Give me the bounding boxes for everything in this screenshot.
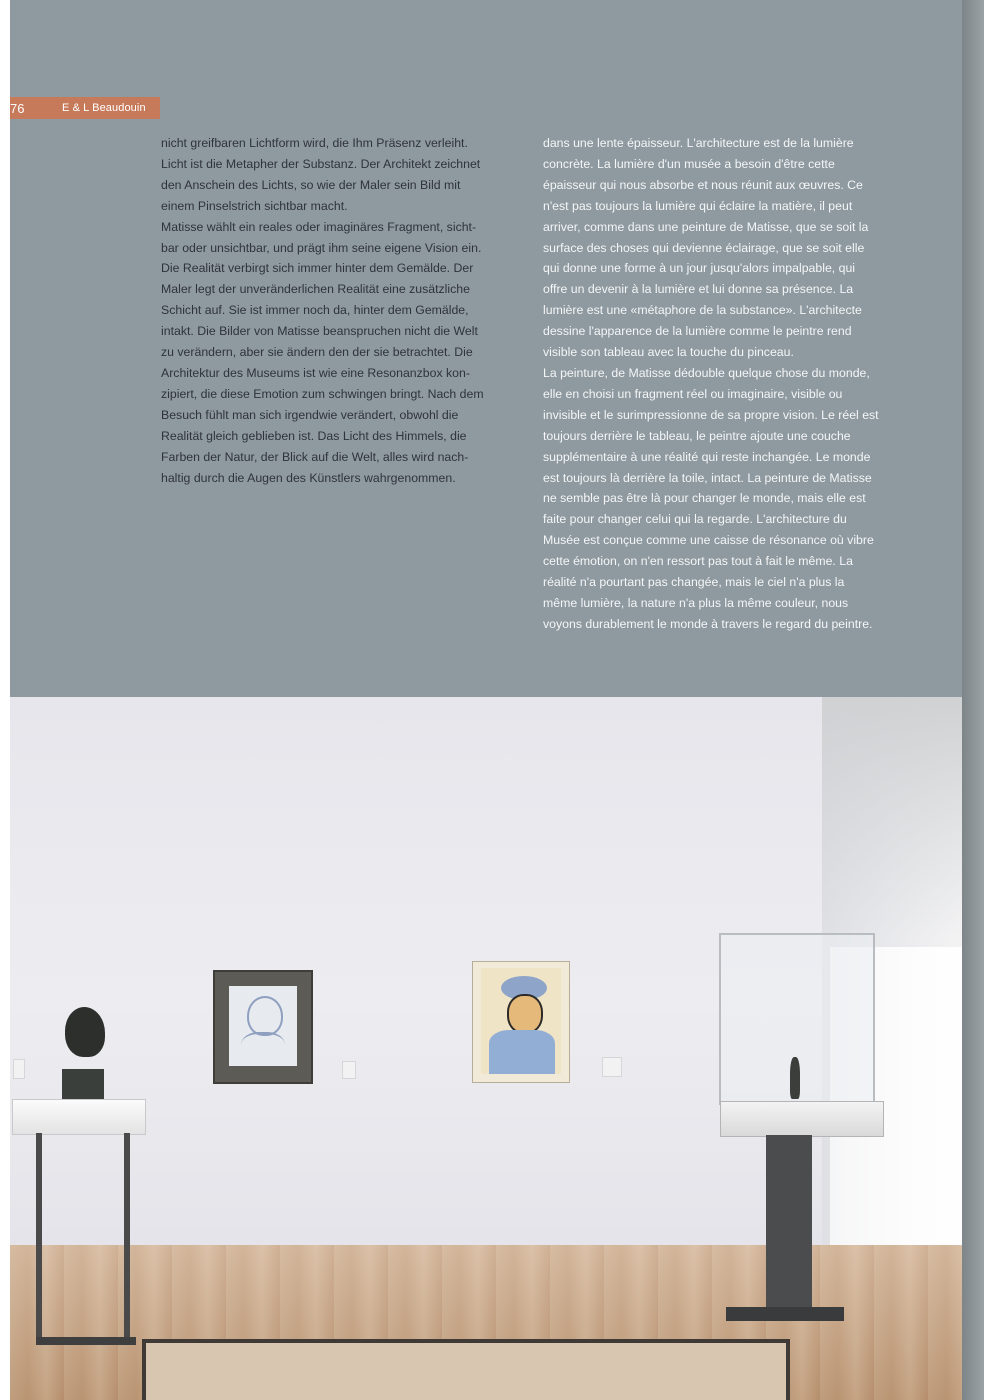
wall-label <box>13 1059 25 1079</box>
portrait-painting <box>481 968 561 1074</box>
vitrine-stand <box>766 1135 812 1313</box>
left-pedestal-leg <box>36 1133 42 1343</box>
wall-label <box>342 1061 356 1079</box>
wall-label <box>602 1057 622 1077</box>
left-pedestal-top <box>12 1099 146 1135</box>
left-pedestal-base <box>36 1337 136 1345</box>
vitrine-base <box>720 1101 884 1137</box>
page-header-bar <box>10 97 160 119</box>
floor-rug <box>142 1339 790 1400</box>
bronze-statuette <box>790 1057 800 1099</box>
french-text-column: dans une lente épaisseur. L'architecture est de la lumière concrète. La lumière d'un musée a besoin d'être cette épaisseur qui nous absorbe et nous réunit aux œuvres. Ce n'est pas toujours la lumière qui éclaire la matière, il peut arriver, comme dans une peinture de Matisse, que se soit la surface des choses qui devienne éclairage, que se soit elle qui donne une forme à un jour jusqu'alors impalpable, qui offre un devenir à la lumière et lui donne sa présence. La lumière est une «métaphore de la substance». L'architecte dessine l'apparence de la lumière comme le peintre rend visible son tableau avec la touche du pinceau. La peinture, de Matisse dédouble quelque chose du monde, elle en choisi un fragment réel ou imaginaire, visible ou invisible et le surimpressionne de sa propre vision. Le réel est toujours derrière le tableau, le peintre ajoute une couche supplémentaire à une réalité qui reste inchangée. Le monde est toujours là derrière la toile, intact. La peinture de Matisse ne semble pas être là pour changer le monde, mais elle est faite pour changer celui qui la regarde. L'architecture du Musée est conçue comme une caisse de résonance où vibre cette émotion, on n'en ressort pas tout à fait le même. La réalité n'a pourtant pas changée, mais le ciel n'a plus la même lumière, la nature n'a plus la même couleur, nous voyons durablement le monde à travers le regard du peintre. <box>543 136 879 631</box>
framed-portrait-drawing <box>213 970 313 1084</box>
gallery-wall <box>10 697 822 1245</box>
painting-face <box>507 994 543 1034</box>
page-number: 76 <box>10 100 25 116</box>
author-name: E & L Beaudouin <box>62 102 146 114</box>
painting-body <box>489 1030 555 1074</box>
bust-base <box>62 1069 104 1103</box>
magazine-page <box>10 0 962 1400</box>
museum-gallery-photo <box>10 697 962 1400</box>
page-edge <box>962 0 984 1400</box>
portrait-drawing <box>229 986 297 1066</box>
vitrine-foot <box>726 1307 844 1321</box>
left-pedestal-leg <box>124 1133 130 1343</box>
german-text-column: nicht greifbaren Lichtform wird, die Ihm Präsenz verleiht. Licht ist die Metapher der Substanz. Der Architekt zeichnet den Anschein des Lichts, so wie der Maler sein Bild mit einem Pinselstrich sichtbar macht. Matisse wählt ein reales oder imaginäres Fragment, sicht- bar oder unsichtbar, und prägt ihm seine eigene Vision ein. Die Realität verbirgt sich immer hinter dem Gemälde. Der Maler legt der unveränderlichen Realität eine zusätzliche Schicht auf. Sie ist immer noch da, hinter dem Gemälde, intakt. Die Bilder von Matisse beanspruchen nicht die Welt zu verändern, aber sie ändern den der sie betrachtet. Die Architektur des Museums ist wie eine Resonanzbox kon- zipiert, die diese Emotion zum schwingen bringt. Nach dem Besuch fühlt man sich irgendwie verändert, obwohl die Realität gleich geblieben ist. Das Licht des Himmels, die Farben der Natur, der Blick auf die Welt, alles wird nach- haltig durch die Augen des Künstlers wahrgenommen. <box>161 136 484 485</box>
side-wall-shadow <box>822 697 962 937</box>
bronze-bust <box>65 1007 105 1057</box>
framed-portrait-painting <box>472 961 570 1083</box>
